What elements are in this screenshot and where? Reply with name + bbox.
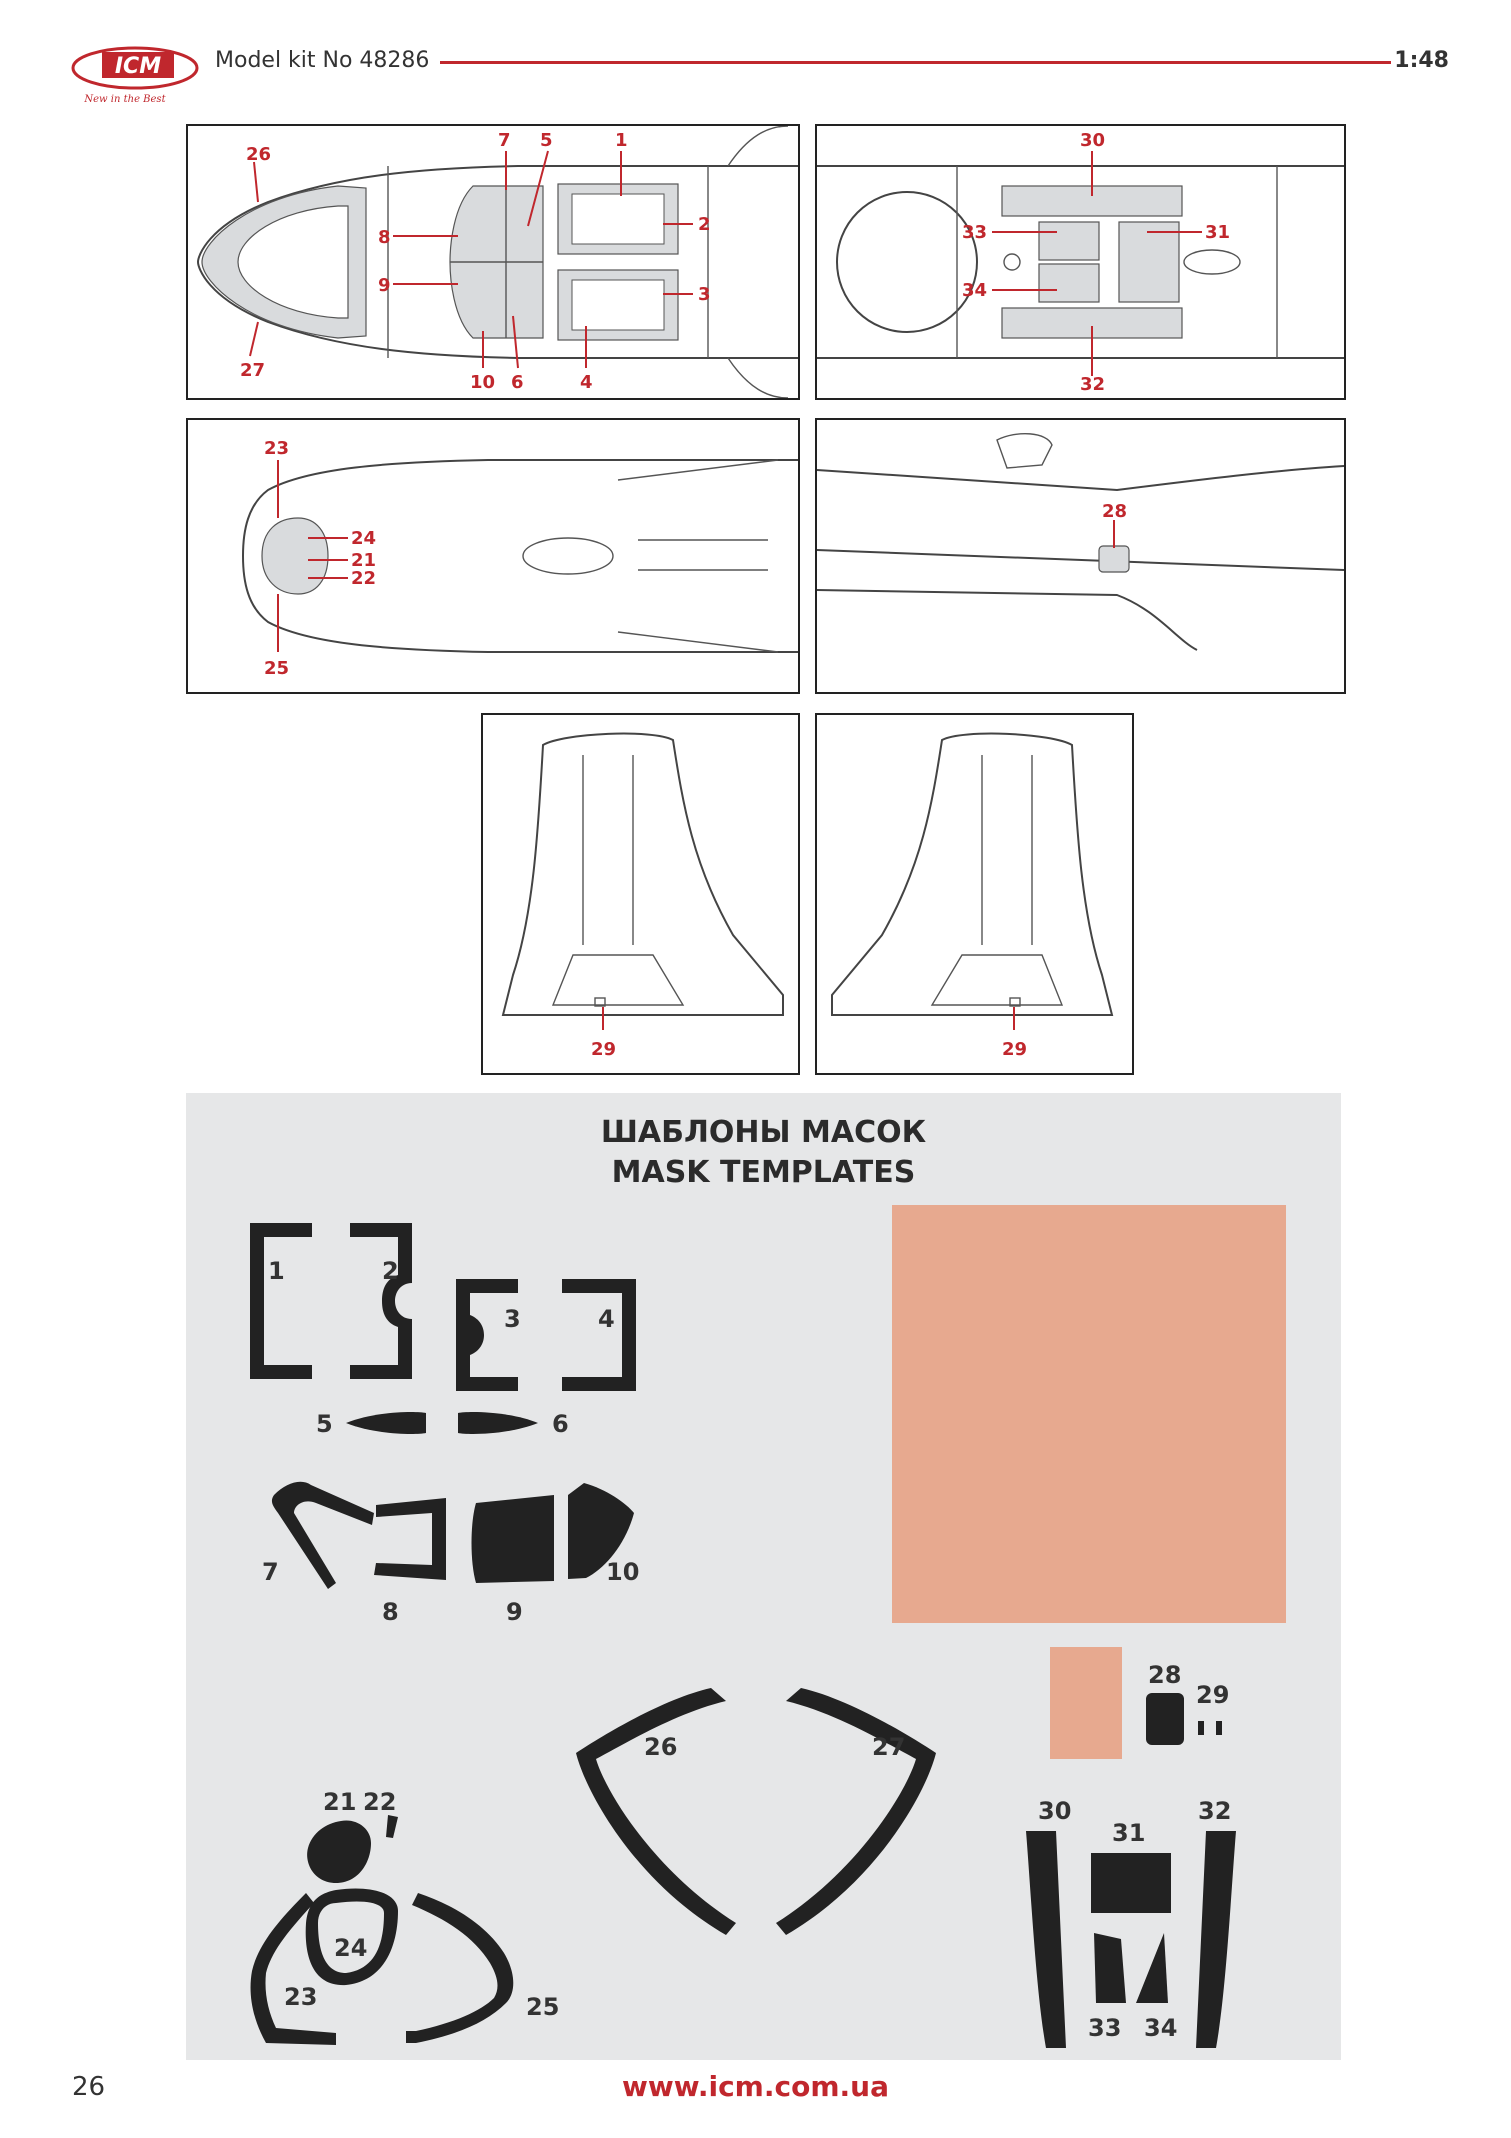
mask-label-30: 30 [1038,1797,1072,1825]
callout-25: 25 [264,658,290,679]
mask-label-31: 31 [1112,1819,1146,1847]
mask-label-29: 29 [1196,1681,1230,1709]
mask-film-large [892,1205,1286,1623]
mask-label-10: 10 [606,1558,640,1586]
mask-2 [350,1223,412,1379]
mask-28 [1146,1693,1184,1745]
callout-29-right: 29 [1002,1039,1028,1060]
mask-34 [1136,1933,1168,2003]
mask-29b [1216,1721,1222,1735]
callout-34: 34 [962,280,988,301]
mask-3 [456,1279,518,1391]
page-number: 26 [72,2072,106,2102]
mask-label-4: 4 [598,1305,615,1333]
fin-right-drawing [817,715,1132,1073]
panel-fin-left [481,713,800,1075]
mask-22 [386,1815,398,1838]
panel-side [815,418,1346,694]
mask-6 [458,1412,538,1434]
mask-label-28: 28 [1148,1661,1182,1689]
callout-31: 31 [1205,222,1231,243]
callout-3: 3 [698,284,711,305]
mask-31 [1091,1853,1171,1913]
mask-label-25: 25 [526,1993,560,2021]
callout-23: 23 [264,438,290,459]
mask-label-26: 26 [644,1733,678,1761]
fin-left-drawing [483,715,798,1073]
mask-title-en: MASK TEMPLATES [611,1155,916,1190]
mask-21 [307,1820,371,1883]
mask-title-ru: ШАБЛОНЫ МАСОК [600,1115,927,1150]
kit-number: Model kit No 48286 [215,48,430,73]
callout-22: 22 [351,568,377,589]
mask-label-2: 2 [382,1257,399,1285]
callout-32: 32 [1080,374,1106,395]
rear-top-drawing [817,126,1344,398]
mask-7 [272,1482,374,1589]
callout-26: 26 [246,144,272,165]
page-header [0,0,1511,120]
mask-sheet [186,1093,1341,2060]
mask-label-1: 1 [268,1257,285,1285]
callout-27: 27 [240,360,266,381]
mask-26 [576,1688,736,1935]
website-link[interactable]: www.icm.com.ua [622,2070,889,2103]
mask-label-5: 5 [316,1410,333,1438]
callout-24: 24 [351,528,377,549]
panel-fin-right [815,713,1134,1075]
panel-cockpit-top [186,124,800,400]
mask-30 [1026,1831,1066,2048]
mask-label-27: 27 [872,1733,906,1761]
icm-logo [70,30,210,110]
mask-label-7: 7 [262,1558,279,1586]
mask-4 [562,1279,636,1391]
mask-label-9: 9 [506,1598,523,1626]
mask-label-33: 33 [1088,2014,1122,2042]
mask-label-32: 32 [1198,1797,1232,1825]
callout-6: 6 [511,372,524,393]
panel-rear-top [815,124,1346,400]
callout-9: 9 [378,275,391,296]
callout-8: 8 [378,227,391,248]
nose-drawing [188,420,798,692]
mask-5 [346,1412,426,1434]
mask-label-21: 21 [323,1788,357,1816]
svg-text:ICM: ICM [114,54,162,79]
callout-33: 33 [962,222,988,243]
mask-film-small [1050,1647,1122,1759]
mask-1 [250,1223,312,1379]
mask-9 [472,1495,555,1583]
mask-8 [374,1498,446,1580]
side-drawing [817,420,1344,692]
callout-21: 21 [351,550,377,571]
cockpit-top-drawing [188,126,798,398]
mask-25 [406,1893,513,2043]
callout-2: 2 [698,214,711,235]
panel-nose [186,418,800,694]
callout-10: 10 [470,372,496,393]
callout-4: 4 [580,372,593,393]
callout-1: 1 [615,130,628,151]
mask-33 [1094,1933,1126,2003]
mask-label-24: 24 [334,1934,368,1962]
scale-label: 1:48 [1394,48,1449,73]
mask-32 [1196,1831,1236,2048]
callout-30: 30 [1080,130,1106,151]
svg-text:New in the Best: New in the Best [84,94,166,105]
mask-label-8: 8 [382,1598,399,1626]
mask-27 [776,1688,936,1935]
callout-5: 5 [540,130,553,151]
mask-label-34: 34 [1144,2014,1178,2042]
mask-label-6: 6 [552,1410,569,1438]
mask-label-22: 22 [363,1788,397,1816]
mask-templates-section [186,1093,1341,2060]
mask-29a [1198,1721,1204,1735]
header-rule [440,61,1391,64]
mask-label-23: 23 [284,1983,318,2011]
callout-28: 28 [1102,501,1128,522]
callout-29-left: 29 [591,1039,617,1060]
mask-label-3: 3 [504,1305,521,1333]
callout-7: 7 [498,130,511,151]
